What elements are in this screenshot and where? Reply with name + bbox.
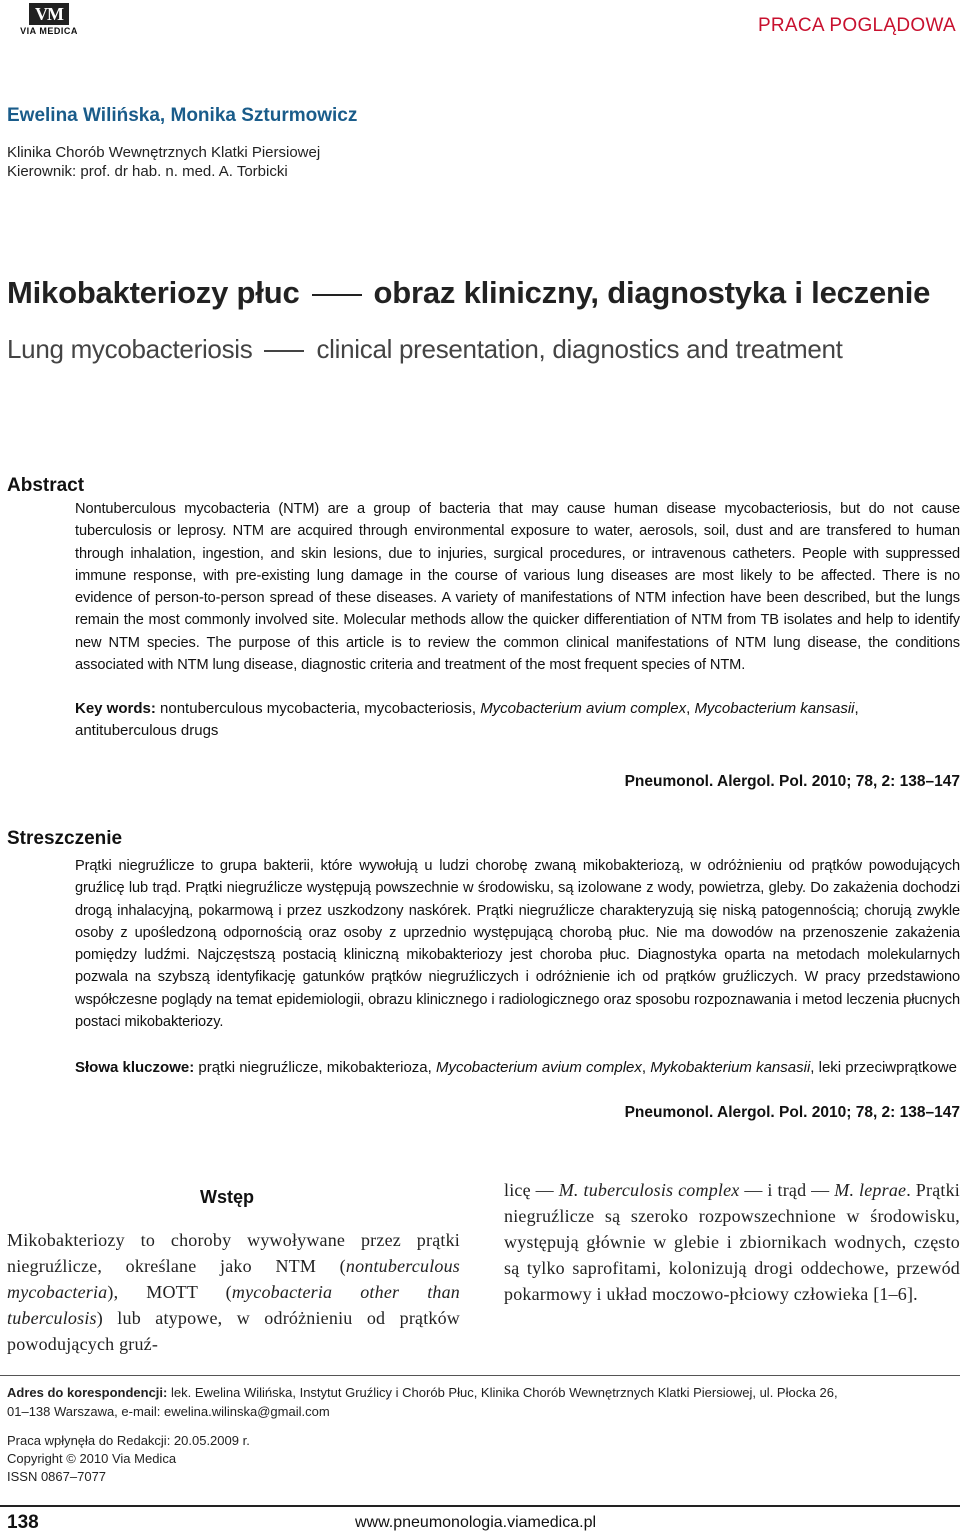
correspondence-divider [0,1375,960,1376]
keywords-part: , [641,1059,651,1076]
title-english-part-2: clinical presentation, diagnostics and treatment [316,334,843,364]
intro-italic: nontuberculous mycobacteria [7,1256,460,1302]
abstract-heading: Abstract [7,475,85,496]
keywords-part: , antituberculous drugs [75,700,859,739]
correspondence-line-2: 01–138 Warszawa, e-mail: ewelina.wilinska@gmail.com [7,1404,330,1419]
received-date: Praca wpłynęła do Redakcji: 20.05.2009 r. [7,1433,250,1448]
title-english [7,334,843,365]
intro-text: ), MOTT ( [107,1282,232,1302]
streszczenie-heading: Streszczenie [7,828,123,849]
correspondence-label: Adres do korespondencji: [7,1385,168,1400]
keywords-part: prątki niegruźlicze, mikobakterioza, [194,1059,436,1076]
correspondence-line-1 [7,1384,838,1402]
affiliation-line-1: Klinika Chorób Wewnętrznych Klatki Piersiowej [7,144,321,161]
footer-divider [0,1505,960,1507]
section-label: PRACA POGLĄDOWA [757,15,956,36]
intro-right-column [504,1177,960,1307]
keywords-italic: Mycobacterium kansasii [694,700,855,717]
issn: ISSN 0867–7077 [7,1469,107,1484]
copyright: Copyright © 2010 Via Medica [7,1451,177,1466]
footer-url[interactable]: www.pneumonologia.viamedica.pl [355,1514,597,1531]
keywords-label: Słowa kluczowe: [75,1059,195,1076]
keywords-italic: Mycobacterium avium complex [435,1059,642,1076]
abstract-keywords [75,698,960,742]
intro-text: ) lub atypowe, w odróżnieniu od prątków powodujących gruź- [7,1308,460,1354]
intro-italic: mycobacteria other than tuberculosis [7,1282,460,1328]
title-dash [312,294,362,296]
title-polish-part-1: Mikobakteriozy płuc [7,275,300,310]
affiliation-line-2: Kierownik: prof. dr hab. n. med. A. Torbicki [7,163,288,180]
intro-text: . Prątki niegruźlicze są szeroko rozpowszechnione w środowisku, występują głównie w glebie i zbiornikach wodnych, często są tylko saprofitami, kolonizują drogi oddechowe, przewód pokarmowy i układ moczowo-płciowy człowieka [1–6]. [504,1180,960,1304]
streszczenie-text: Prątki niegruźlicze to grupa bakterii, które wywołują u ludzi chorobę zwaną mikobakteriozą, w odróżnieniu od prątków powodujących gruźlicę lub trąd. Prątki niegruźlicze występują powszechnie w środowisku, są izolowane z wody, powietrza, gleby. Do zakażenia dochodzi drogą inhalacyjną, pokarmową i przez uszkodzony naskórek. Prątki niegruźlicze charakteryzują się niską patogennością; chorują zwykle osoby z upośledzoną odpornością oraz osoby z uprzednio występującą chorobą płuc. Nie ma dowodów na przenoszenie zakażenia pomiędzy ludźmi. Najczęstszą postacią kliniczną mikobakteriozy jest choroba płuc. Diagnostyka oparta na metodach molekularnych pozwala na szybszą identyfikację gatunków prątków niegruźliczych i odróżnienie ich od prątków gruźliczych. W pracy przedstawiono współczesne poglądy na temat epidemiologii, obrazu klinicznego i radiologicznego oraz sposobu rozpoznawania i metod leczenia płucnych postaci mikobakteriozy. [75,858,960,1031]
title-polish-part-2: obraz kliniczny, diagnostyka i leczenie [373,275,931,310]
streszczenie-citation: Pneumonol. Alergol. Pol. 2010; 78, 2: 138–147 [624,1104,960,1121]
intro-left-column [7,1227,460,1357]
keywords-italic: Mycobacterium avium complex [480,700,687,717]
via-medica-logo [10,3,88,39]
logo-text: VIA MEDICA [20,26,78,36]
intro-text: — i trąd — [739,1180,835,1200]
keywords-part: nontuberculous mycobacteria, mycobacteriosis, [155,700,481,717]
keywords-part: , [686,700,695,717]
page-number: 138 [7,1512,39,1533]
keywords-italic: Mykobakterium kansasii [650,1059,811,1076]
abstract-citation: Pneumonol. Alergol. Pol. 2010; 78, 2: 138–147 [624,773,960,790]
intro-italic: M. leprae [834,1180,907,1200]
intro-text: Mikobakteriozy to choroby wywoływane przez prątki niegruźlicze, określane jako NTM ( [7,1230,460,1276]
title-english-part-1: Lung mycobacteriosis [7,334,253,364]
keywords-part: , leki przeciwprątkowe [810,1059,957,1076]
keywords-label: Key words: [75,700,156,717]
logo-mark: VM [29,3,69,25]
intro-text: licę — [504,1180,559,1200]
authors: Ewelina Wilińska, Monika Szturmowicz [7,105,358,126]
title-polish [7,275,930,311]
abstract-text: Nontuberculous mycobacteria (NTM) are a group of bacteria that may cause human disease mycobacteriosis, but do not cause tuberculosis or leprosy. NTM are acquired through environmental exposure to water, aerosols, soil, dust and are transfered to human through inhalation, ingestion, and skin lesions, due to injuries, surgical procedures, or intravenous catheters. People with suppressed immune response, with pre-existing lung damage in the course of various lung diseases are most likely to be affected. There is no evidence of person-to-person spread of these diseases. A variety of manifestations of NTM infection have been described, but the lungs remain the most commonly involved site. Molecular methods allow the quicker differentiation of NTM from TB isolates and help to identify new NTM species. The purpose of this article is to review the common clinical manifestations of NTM lung disease, the conditions associated with NTM lung disease, diagnostic criteria and treatment of the most frequent species of NTM. [75,501,960,674]
correspondence-text: lek. Ewelina Wilińska, Instytut Gruźlicy i Chorób Płuc, Klinika Chorób Wewnętrznych Klatki Piersiowej, ul. Płocka 26, [167,1385,838,1400]
subtitle-dash [264,350,304,352]
intro-heading: Wstęp [200,1187,254,1207]
intro-italic: M. tuberculosis complex [558,1180,740,1200]
streszczenie-keywords [75,1057,960,1079]
